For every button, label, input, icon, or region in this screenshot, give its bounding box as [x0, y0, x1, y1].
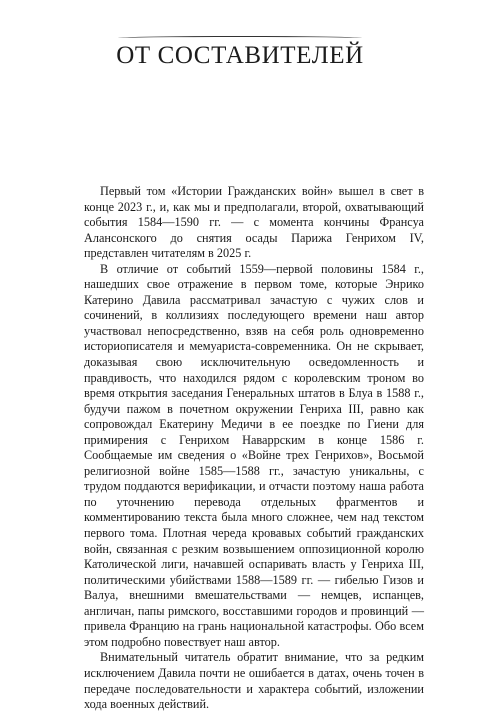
- paragraph-1: Первый том «Истории Гражданских войн» вышел в свет в конце 2023 г., и, как мы и предполагали, второй, охватывающий события 1584—1590 гг. — с момента кончины Франсуа Алансонского до снятия осады Парижа Генрихом IV, представлен читателям в 2025 г.: [84, 184, 424, 261]
- body-text: [84, 184, 424, 713]
- chapter-heading: [0, 42, 480, 70]
- chapter-heading-text: ОТ СОСТАВИТЕЛЕЙ: [116, 42, 364, 69]
- paragraph-3: Внимательный читатель обратит внимание, что за редким исключением Давила почти не ошибается в датах, очень точен в передаче последовательности и характера событий, изложении хода военных действий.: [84, 650, 424, 712]
- paragraph-2: В отличие от событий 1559—первой половины 1584 г., нашедших свое отражение в первом томе, которые Энрико Катерино Давила рассматривал зачастую с чужих слов и сочинений, в коллизиях последующего времени наш автор участвовал непосредственно, взяв на себя роль одновременно историописателя и мемуариста-современника. Он не скрывает, доказывая свою исключительную осведомленность и правдивость, что находился рядом с королевским троном во время открытия заседания Генеральных штатов в Блуа в 1588 г., будучи пажом в почетном окружении Генриха III, равно как сопровождал Екатерину Медичи в ее поездке по Гиени для примирения с Генрихом Наваррским в конце 1586 г. Сообщаемые им сведения о «Войне трех Генрихов», Восьмой религиозной войне 1585—1588 гг., зачастую уникальны, с трудом поддаются верификации, и отчасти поэтому наша работа по уточнению перевода отдельных фрагментов и комментированию текста была много сложнее, чем над текстом первого тома. Плотная череда кровавых событий гражданских войн, связанная с резким возвышением оппозиционной королю Католической лиги, начавшей оспаривать власть у Генриха III, политическими убийствами 1588—1589 гг. — гибелью Гизов и Валуа, внешними вмешательствами — немцев, испанцев, англичан, папы римского, восставшими городов и провинций — привела Францию на грань национальной катастрофы. Обо всем этом подробно повествует наш автор.: [84, 261, 424, 649]
